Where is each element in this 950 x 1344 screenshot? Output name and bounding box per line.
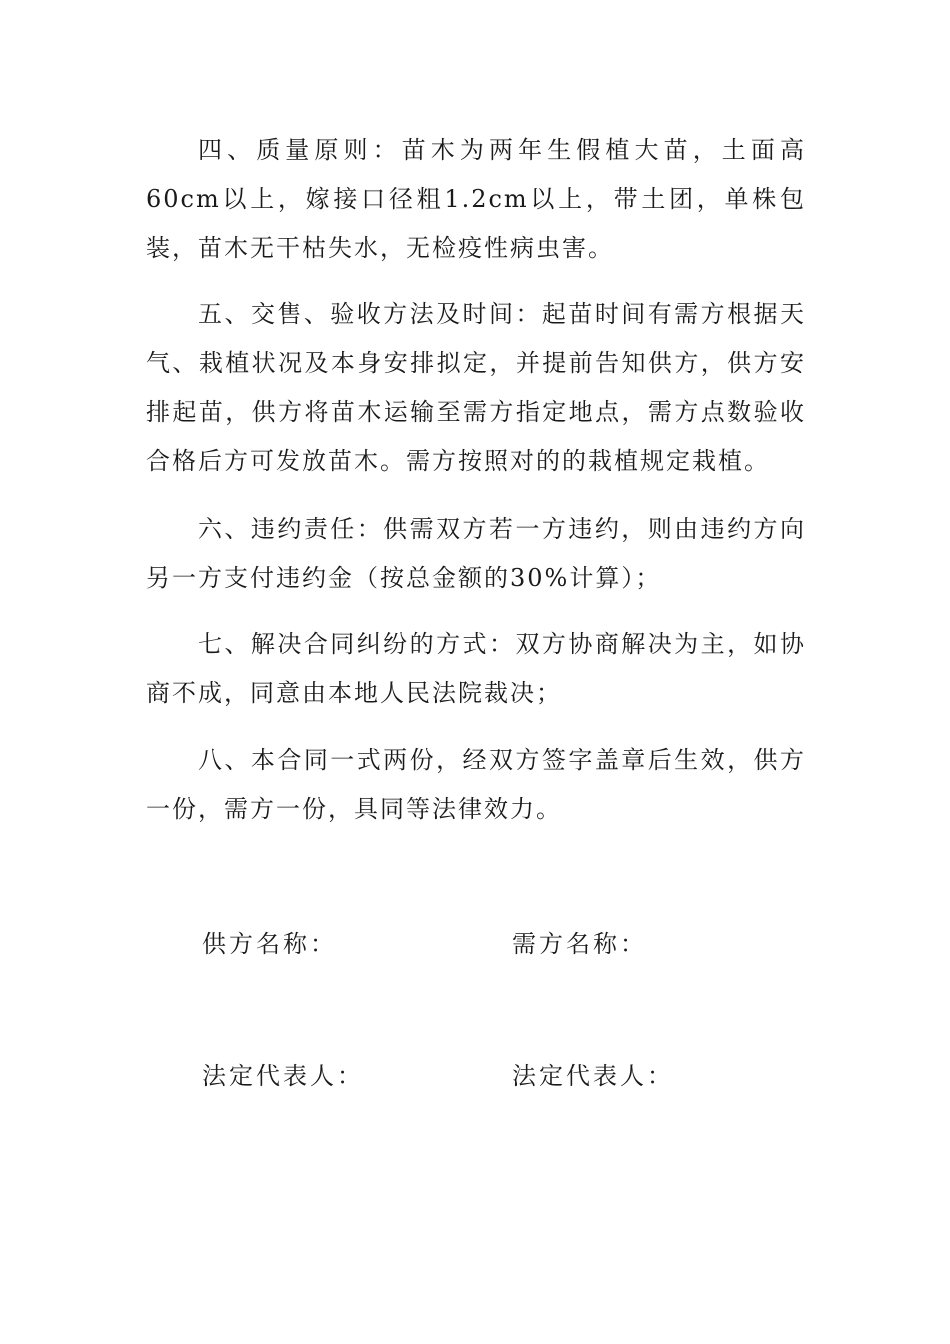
buyer-name-label: 需方名称： <box>512 930 647 958</box>
clause-quality-principle: 四、质量原则：苗木为两年生假植大苗，土面高60cm以上，嫁接口径粗1.2cm以上，带土团，单株包装，苗木无干枯失水，无检疫性病虫害。 <box>146 136 806 262</box>
clause-breach-liability: 六、违约责任：供需双方若一方违约，则由违约方向另一方支付违约金（按总金额的30%计算）； <box>146 515 806 592</box>
clause-copies-effect: 八、本合同一式两份，经双方签字盖章后生效，供方一份，需方一份，具同等法律效力。 <box>146 746 806 823</box>
buyer-representative-label: 法定代表人： <box>512 1062 674 1090</box>
supplier-name-label: 供方名称： <box>202 930 337 958</box>
clause-delivery-acceptance: 五、交售、验收方法及时间：起苗时间有需方根据天气、栽植状况及本身安排拟定，并提前告知供方，供方安排起苗，供方将苗木运输至需方指定地点，需方点数验收合格后方可发放苗木。需方按照对的的栽植规定栽植。 <box>146 300 806 475</box>
supplier-representative-label: 法定代表人： <box>202 1062 364 1090</box>
clause-dispute-resolution: 七、解决合同纠纷的方式：双方协商解决为主，如协商不成，同意由本地人民法院裁决； <box>146 630 806 707</box>
